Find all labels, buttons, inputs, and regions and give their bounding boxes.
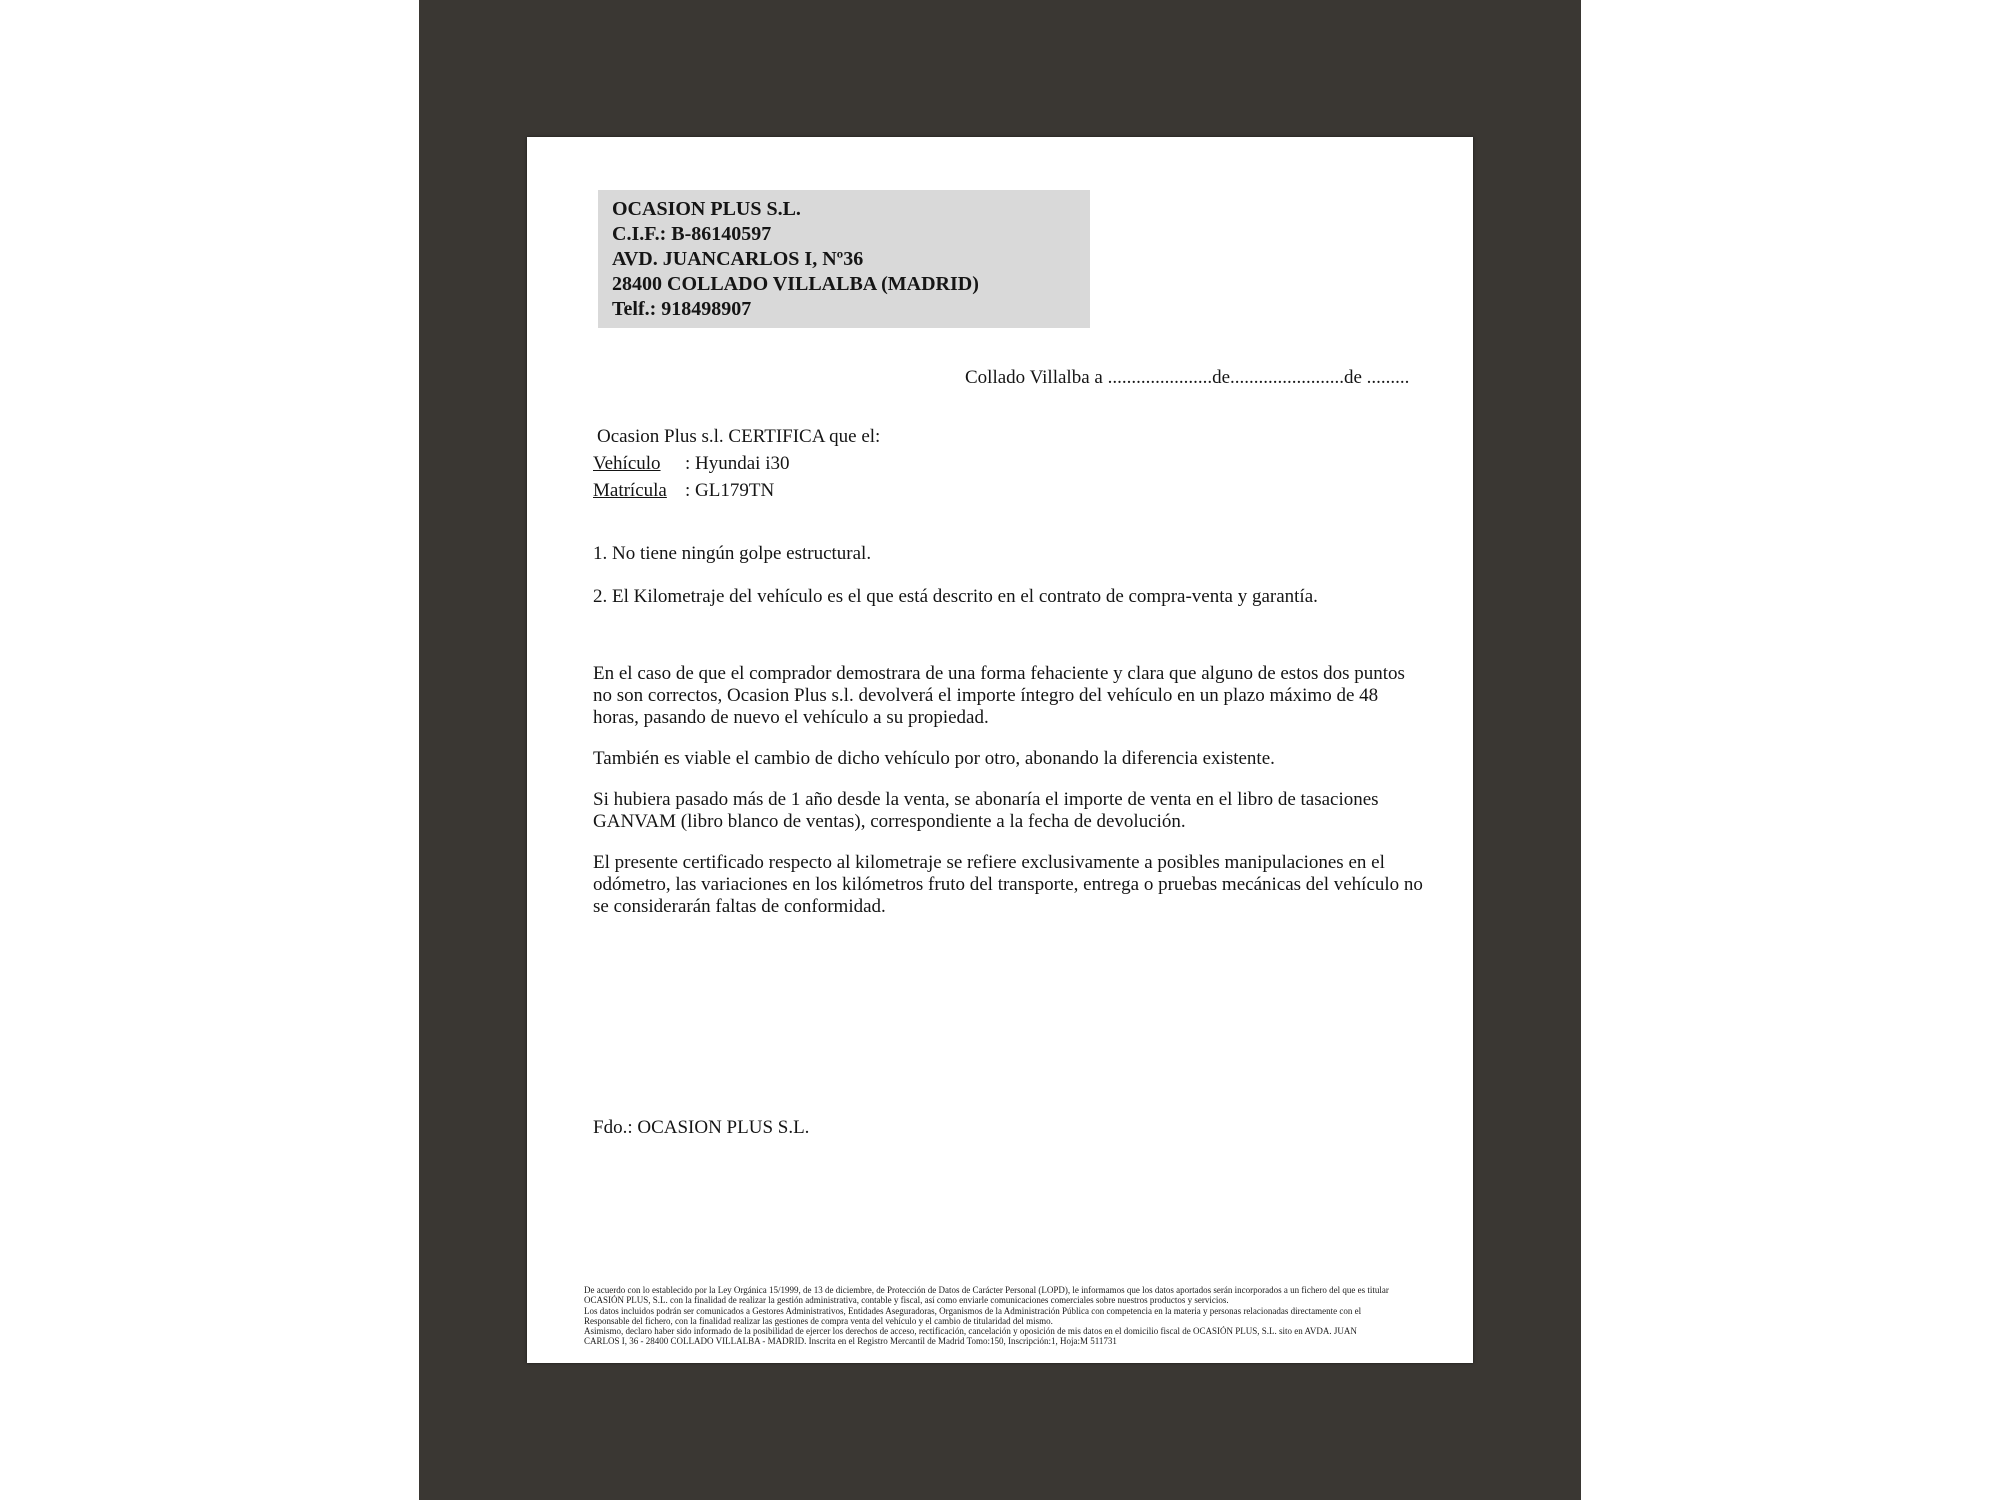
- body-paragraphs: [593, 663, 1423, 937]
- plate-label: Matrícula: [593, 480, 667, 501]
- company-phone: Telf.: 918498907: [612, 298, 752, 320]
- legal-line: OCASIÓN PLUS, S.L. con la finalidad de realizar la gestión administrativa, contable y fiscal, así como enviarle comunicaciones comerciales sobre nuestros productos y servicios.: [584, 1295, 1229, 1306]
- certify-intro: Ocasion Plus s.l. CERTIFICA que el:: [597, 426, 881, 447]
- legal-line: Los datos incluidos podrán ser comunicados a Gestores Administrativos, Entidades Aseguradoras, Organismos de la Administración Pública con competencia en la materia y personas relacionadas directamente con el: [584, 1305, 1362, 1316]
- company-city: 28400 COLLADO VILLALBA (MADRID): [612, 273, 979, 295]
- document-page: [527, 137, 1473, 1363]
- vehicle-value: : Hyundai i30: [685, 453, 790, 474]
- legal-line: Asimismo, declaro haber sido informado de la posibilidad de ejercer los derechos de acceso, rectificación, cancelación y oposición de mis datos en el domicilio fiscal de OCASIÓN PLUS, S.L. sito en AVDA. JUAN: [584, 1326, 1357, 1337]
- numbered-items: [593, 543, 1423, 629]
- plate-row: [593, 477, 880, 504]
- paragraph-ganvam: Si hubiera pasado más de 1 año desde la venta, se abonaría el importe de venta en el libro de tasaciones GANVAM (libro blanco de ventas), correspondiente a la fecha de devolución.: [593, 789, 1379, 832]
- viewer-canvas: [419, 0, 1581, 1500]
- vehicle-label: Vehículo: [593, 453, 661, 474]
- legal-line: Responsable del fichero, con la finalidad realizar las gestiones de compra venta del vehículo y el cambio de titularidad del mismo.: [584, 1315, 1053, 1326]
- paragraph-odometer: El presente certificado respecto al kilometraje se refiere exclusivamente a posibles manipulaciones en el odómetro, las variaciones en los kilómetros fruto del transporte, entrega o pruebas mecánicas del vehículo no se considerarán faltas de conformidad.: [593, 852, 1423, 917]
- company-cif: C.I.F.: B-86140597: [612, 223, 772, 245]
- item-2: 2. El Kilometraje del vehículo es el que está descrito en el contrato de compra-venta y garantía.: [593, 586, 1318, 607]
- legal-line: De acuerdo con lo establecido por la Ley Orgánica 15/1999, de 13 de diciembre, de Protección de Datos de Carácter Personal (LOPD), le informamos que los datos aportados serán incorporados a un fichero del que es titular: [584, 1285, 1389, 1295]
- paragraph-refund: En el caso de que el comprador demostrara de una forma fehaciente y clara que alguno de estos dos puntos no son correctos, Ocasion Plus s.l. devolverá el importe íntegro del vehículo en un plazo máximo de 48 horas, pasando de nuevo el vehículo a su propiedad.: [593, 663, 1405, 728]
- legal-line: CARLOS I, 36 - 28400 COLLADO VILLALBA - MADRID. Inscrita en el Registro Mercantil de Madrid Tomo:150, Inscripción:1, Hoja:M 511731: [584, 1336, 1117, 1347]
- item-1: 1. No tiene ningún golpe estructural.: [593, 543, 872, 564]
- legal-fine-print: [584, 1285, 1442, 1347]
- plate-value: : GL179TN: [685, 480, 775, 501]
- company-address: AVD. JUANCARLOS I, Nº36: [612, 248, 864, 270]
- company-letterhead: [598, 190, 1090, 328]
- date-line: Collado Villalba a ......................de........................de .........: [965, 367, 1410, 388]
- signature-line: Fdo.: OCASION PLUS S.L.: [593, 1117, 810, 1138]
- paragraph-exchange: También es viable el cambio de dicho vehículo por otro, abonando la diferencia existente.: [593, 748, 1275, 769]
- vehicle-row: [593, 450, 880, 477]
- certification-block: [593, 423, 880, 504]
- company-name: OCASION PLUS S.L.: [612, 198, 801, 220]
